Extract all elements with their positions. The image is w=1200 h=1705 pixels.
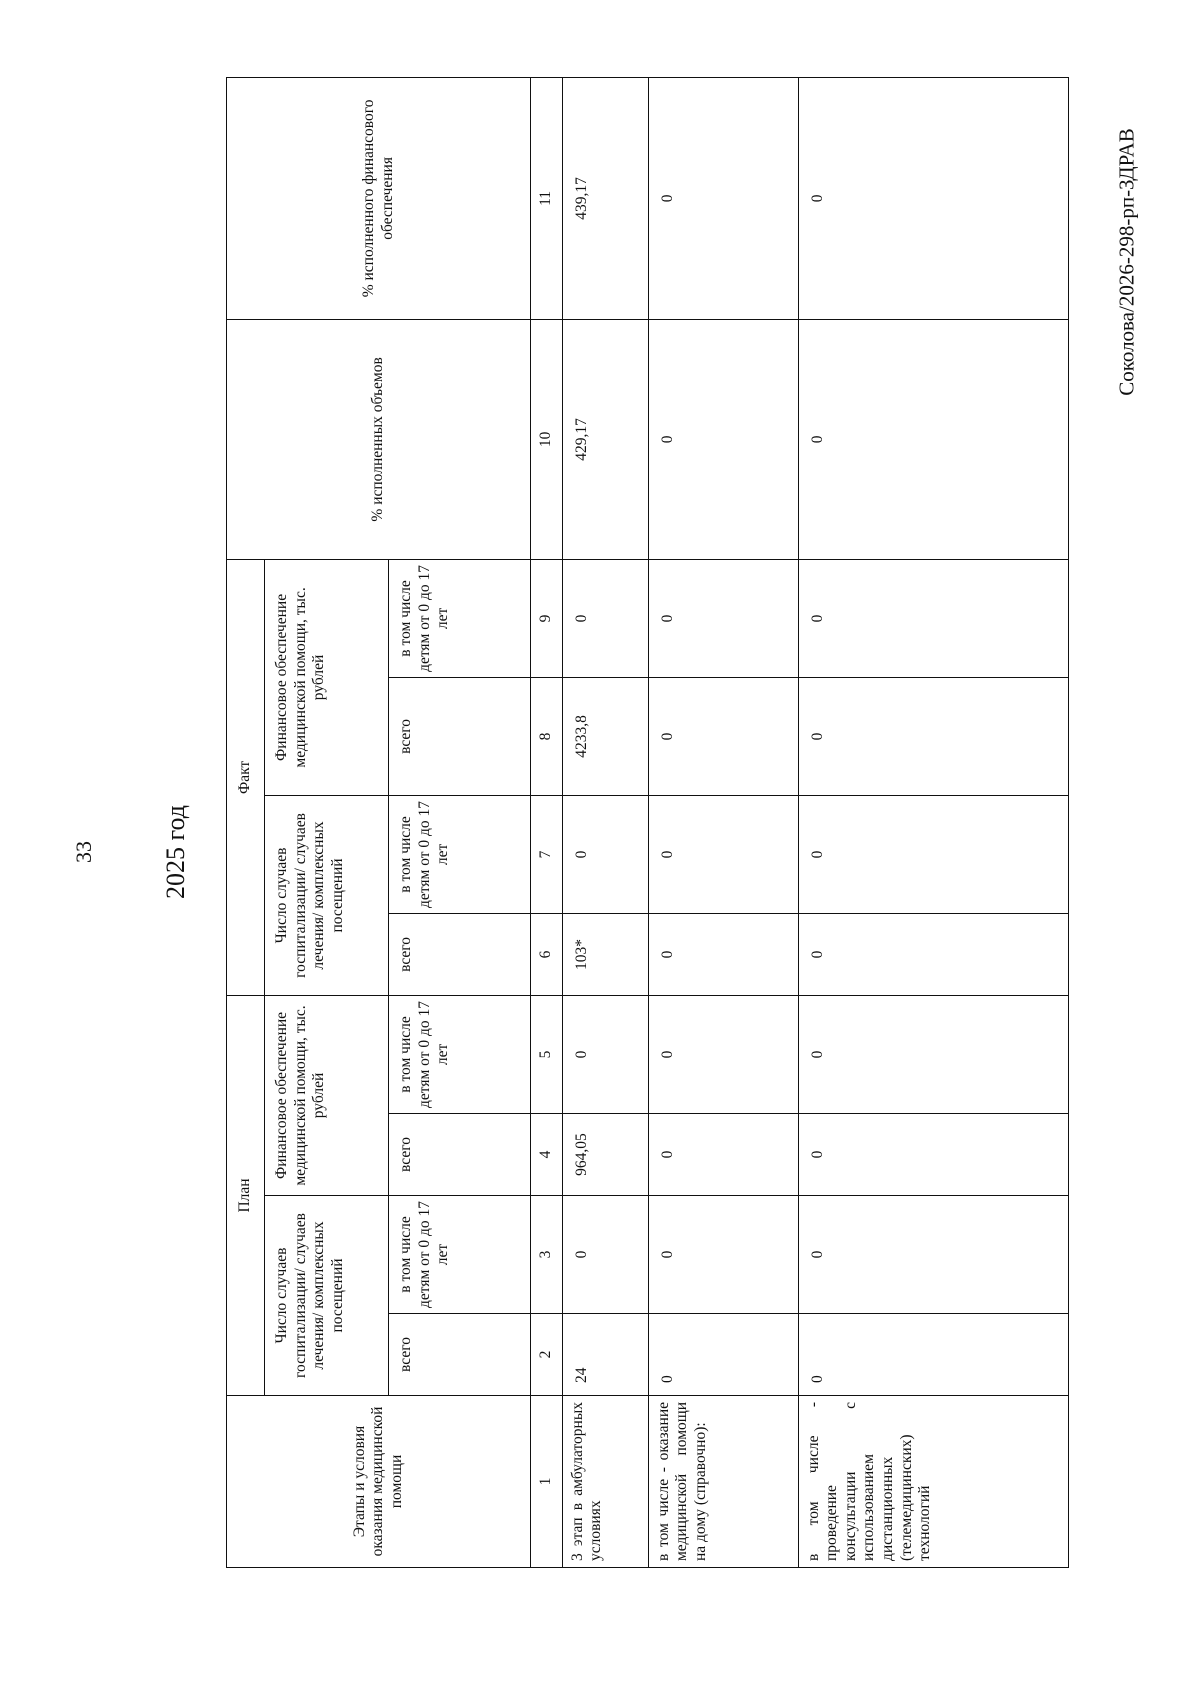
table-cell: 0: [798, 995, 1068, 1113]
page-number: 33: [71, 841, 96, 863]
table-cell: 0: [798, 913, 1068, 995]
table-cell: 0: [562, 1196, 648, 1314]
table-cell: 0: [798, 795, 1068, 913]
table-row: [562, 77, 648, 1567]
table-cell: 0: [648, 559, 798, 677]
table-cell: 964,05: [562, 1114, 648, 1196]
fact-header: Факт: [227, 559, 265, 995]
page-title: 2025 год: [161, 805, 190, 899]
row-label: в том числе - оказание медицинской помощи на дому (справочно):: [648, 1396, 798, 1568]
table-cell: 24: [562, 1314, 648, 1396]
column-number: 9: [531, 559, 563, 677]
document-code: Соколова/2026-298-рп-ЗДРАВ: [1114, 128, 1139, 396]
column-number-row: [531, 77, 563, 1567]
table-cell: 0: [648, 795, 798, 913]
table-cell: 0: [648, 319, 798, 559]
column-number: 6: [531, 913, 563, 995]
table-cell: 0: [648, 77, 798, 319]
table-cell: 429,17: [562, 319, 648, 559]
plan-header: План: [227, 995, 265, 1395]
fact-finance-children-header: в том числе детям от 0 до 17 лет: [389, 559, 531, 677]
column-number: 5: [531, 995, 563, 1113]
plan-cases-header: Число случаев госпитализации/ случаев лечения/ комплексных посещений: [265, 1196, 389, 1396]
table-cell: 0: [648, 677, 798, 795]
fact-cases-header: Число случаев госпитализации/ случаев лечения/ комплексных посещений: [265, 795, 389, 995]
table-cell: 0: [798, 77, 1068, 319]
column-number: 4: [531, 1114, 563, 1196]
table-cell: 0: [648, 995, 798, 1113]
table-cell: 0: [648, 1114, 798, 1196]
plan-finance-total-header: всего: [389, 1114, 531, 1196]
row-label: 3 этап в амбулаторных условиях: [562, 1396, 648, 1568]
plan-finance-header: Финансовое обеспечение медицинской помощи, тыс. рублей: [265, 995, 389, 1195]
column-number: 1: [531, 1396, 563, 1568]
fact-cases-total-header: всего: [389, 913, 531, 995]
plan-cases-children-header: в том числе детям от 0 до 17 лет: [389, 1196, 531, 1314]
pct-finance-header: % исполненного финансового обеспечения: [227, 77, 531, 319]
fact-finance-total-header: всего: [389, 677, 531, 795]
table-cell: 4233,8: [562, 677, 648, 795]
table-cell: 0: [798, 319, 1068, 559]
column-number: 2: [531, 1314, 563, 1396]
fact-finance-header: Финансовое обеспечение медицинской помощи, тыс. рублей: [265, 559, 389, 795]
pct-volume-header: % исполненных объемов: [227, 319, 531, 559]
column-number: 7: [531, 795, 563, 913]
table-cell: 439,17: [562, 77, 648, 319]
table-cell: 0: [562, 559, 648, 677]
table-row: [798, 77, 1068, 1567]
table-cell: 0: [648, 1314, 798, 1396]
table-cell: 0: [648, 1196, 798, 1314]
column-number: 8: [531, 677, 563, 795]
table-row: [648, 77, 798, 1567]
report-table-container: [226, 78, 1066, 1568]
stage-header: Этапы и условия оказания медицинской помощи: [227, 1396, 531, 1568]
plan-cases-total-header: всего: [389, 1314, 531, 1396]
table-cell: 0: [798, 677, 1068, 795]
table-cell: 0: [798, 1114, 1068, 1196]
plan-finance-children-header: в том числе детям от 0 до 17 лет: [389, 995, 531, 1113]
fact-cases-children-header: в том числе детям от 0 до 17 лет: [389, 795, 531, 913]
table-cell: 103*: [562, 913, 648, 995]
table-cell: 0: [648, 913, 798, 995]
row-label: в том числе - проведение консультации с использованием дистанционных (телемедицинских) технологий: [798, 1396, 1068, 1568]
table-cell: 0: [798, 559, 1068, 677]
column-number: 10: [531, 319, 563, 559]
column-number: 3: [531, 1196, 563, 1314]
column-number: 11: [531, 77, 563, 319]
table-cell: 0: [562, 795, 648, 913]
table-cell: 0: [562, 995, 648, 1113]
table-cell: 0: [798, 1196, 1068, 1314]
table-cell: 0: [798, 1314, 1068, 1396]
report-table: [226, 77, 1069, 1568]
